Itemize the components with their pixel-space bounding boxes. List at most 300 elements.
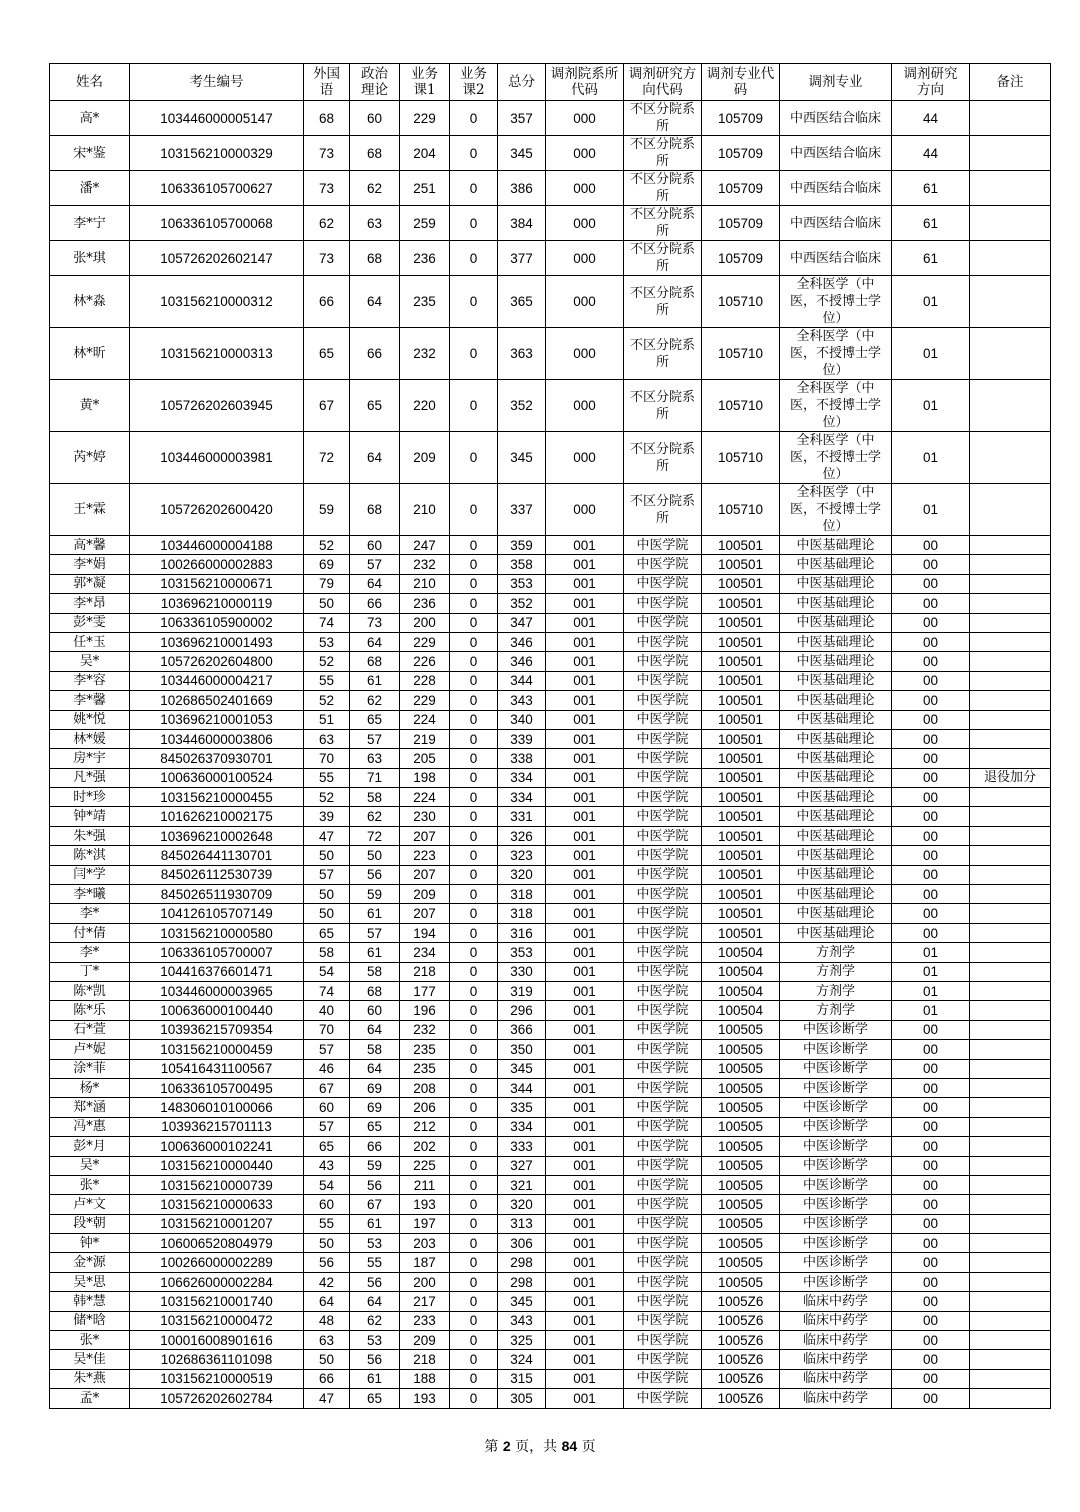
cell-politics: 65	[350, 1117, 400, 1136]
table-row	[50, 846, 1051, 865]
cell-name: 张*	[50, 1175, 130, 1194]
admissions-table	[49, 63, 1051, 1409]
cell-direction: 00	[892, 768, 970, 787]
cell-politics: 68	[350, 484, 400, 536]
cell-dept-code: 000	[546, 432, 624, 484]
cell-total: 339	[498, 729, 546, 748]
cell-politics: 62	[350, 171, 400, 206]
cell-politics: 63	[350, 749, 400, 768]
cell-course1: 225	[400, 1156, 450, 1175]
cell-politics: 67	[350, 1195, 400, 1214]
table-row	[50, 1098, 1051, 1117]
cell-politics: 55	[350, 1253, 400, 1272]
col-header-course1: 业务课1	[400, 64, 450, 101]
cell-direction: 00	[892, 807, 970, 826]
cell-exam-id: 103156210000312	[130, 276, 304, 328]
table-row	[50, 710, 1051, 729]
cell-exam-id: 104126105707149	[130, 904, 304, 923]
cell-foreign-language: 57	[304, 1040, 350, 1059]
table-row	[50, 923, 1051, 942]
cell-direction-code: 中医学院	[624, 865, 702, 884]
cell-direction: 00	[892, 632, 970, 651]
cell-politics: 60	[350, 101, 400, 136]
cell-direction: 00	[892, 1234, 970, 1253]
cell-direction-code: 中医学院	[624, 652, 702, 671]
cell-major: 中医诊断学	[780, 1272, 892, 1291]
cell-direction-code: 中医学院	[624, 943, 702, 962]
cell-direction: 01	[892, 962, 970, 981]
cell-major-code: 100504	[702, 943, 780, 962]
cell-major-code: 100501	[702, 729, 780, 748]
cell-course2: 0	[450, 1292, 498, 1311]
cell-total: 340	[498, 710, 546, 729]
cell-course1: 217	[400, 1292, 450, 1311]
cell-foreign-language: 65	[304, 328, 350, 380]
table-row	[50, 101, 1051, 136]
cell-exam-id: 103156210000580	[130, 923, 304, 942]
cell-course2: 0	[450, 1311, 498, 1330]
cell-total: 334	[498, 768, 546, 787]
cell-dept-code: 001	[546, 865, 624, 884]
cell-course2: 0	[450, 1020, 498, 1039]
table-row	[50, 380, 1051, 432]
cell-total: 346	[498, 652, 546, 671]
cell-name: 陈*乐	[50, 1001, 130, 1020]
cell-course1: 197	[400, 1214, 450, 1233]
cell-exam-id: 105726202602784	[130, 1389, 304, 1408]
cell-major: 中医诊断学	[780, 1078, 892, 1097]
cell-politics: 65	[350, 380, 400, 432]
cell-total: 318	[498, 904, 546, 923]
cell-name: 朱*燕	[50, 1369, 130, 1388]
cell-major: 中医基础理论	[780, 865, 892, 884]
cell-course2: 0	[450, 652, 498, 671]
cell-total: 334	[498, 1117, 546, 1136]
col-header-major-code: 调剂专业代码	[702, 64, 780, 101]
cell-course1: 208	[400, 1078, 450, 1097]
cell-direction: 44	[892, 136, 970, 171]
cell-course2: 0	[450, 962, 498, 981]
table-body	[50, 101, 1051, 1409]
cell-direction-code: 中医学院	[624, 962, 702, 981]
cell-dept-code: 001	[546, 1040, 624, 1059]
cell-major-code: 100505	[702, 1098, 780, 1117]
cell-foreign-language: 73	[304, 241, 350, 276]
cell-exam-id: 103936215709354	[130, 1020, 304, 1039]
cell-course1: 206	[400, 1098, 450, 1117]
cell-politics: 63	[350, 206, 400, 241]
cell-course1: 229	[400, 691, 450, 710]
cell-major: 临床中药学	[780, 1331, 892, 1350]
cell-foreign-language: 43	[304, 1156, 350, 1175]
cell-direction-code: 中医学院	[624, 807, 702, 826]
cell-major-code: 105710	[702, 380, 780, 432]
cell-dept-code: 001	[546, 1369, 624, 1388]
cell-major-code: 100501	[702, 555, 780, 574]
cell-exam-id: 845026112530739	[130, 865, 304, 884]
cell-foreign-language: 66	[304, 1369, 350, 1388]
cell-dept-code: 001	[546, 729, 624, 748]
cell-major: 中西医结合临床	[780, 171, 892, 206]
cell-major: 方剂学	[780, 962, 892, 981]
cell-major: 全科医学（中医，不授博士学位）	[780, 484, 892, 536]
cell-direction: 44	[892, 101, 970, 136]
cell-remarks	[970, 276, 1051, 328]
cell-name: 孟*	[50, 1389, 130, 1408]
cell-dept-code: 001	[546, 1001, 624, 1020]
col-header-course2: 业务课2	[450, 64, 498, 101]
cell-total: 345	[498, 1059, 546, 1078]
cell-direction: 00	[892, 1117, 970, 1136]
cell-direction-code: 中医学院	[624, 613, 702, 632]
cell-major-code: 100505	[702, 1234, 780, 1253]
cell-politics: 66	[350, 594, 400, 613]
cell-politics: 56	[350, 1272, 400, 1291]
cell-total: 319	[498, 981, 546, 1000]
cell-name: 高*馨	[50, 536, 130, 555]
cell-major-code: 100505	[702, 1272, 780, 1291]
cell-major-code: 100504	[702, 981, 780, 1000]
cell-dept-code: 000	[546, 206, 624, 241]
cell-name: 钟*	[50, 1234, 130, 1253]
cell-foreign-language: 68	[304, 101, 350, 136]
cell-course2: 0	[450, 1331, 498, 1350]
cell-direction: 00	[892, 904, 970, 923]
cell-direction: 00	[892, 1214, 970, 1233]
cell-course2: 0	[450, 943, 498, 962]
cell-dept-code: 001	[546, 885, 624, 904]
cell-direction: 00	[892, 574, 970, 593]
cell-politics: 64	[350, 1020, 400, 1039]
cell-politics: 64	[350, 632, 400, 651]
cell-politics: 58	[350, 962, 400, 981]
cell-remarks	[970, 1156, 1051, 1175]
table-row	[50, 536, 1051, 555]
cell-major-code: 1005Z6	[702, 1331, 780, 1350]
cell-exam-id: 845026441130701	[130, 846, 304, 865]
cell-name: 卢*妮	[50, 1040, 130, 1059]
cell-dept-code: 001	[546, 1214, 624, 1233]
cell-course1: 229	[400, 101, 450, 136]
cell-exam-id: 103156210000671	[130, 574, 304, 593]
cell-course2: 0	[450, 826, 498, 845]
cell-course2: 0	[450, 1175, 498, 1194]
cell-major: 中医基础理论	[780, 555, 892, 574]
cell-dept-code: 001	[546, 671, 624, 690]
cell-name: 林*淼	[50, 276, 130, 328]
cell-remarks	[970, 241, 1051, 276]
cell-dept-code: 001	[546, 1195, 624, 1214]
cell-dept-code: 001	[546, 1292, 624, 1311]
cell-name: 李*宁	[50, 206, 130, 241]
cell-major: 中医诊断学	[780, 1253, 892, 1272]
cell-exam-id: 103156210000472	[130, 1311, 304, 1330]
cell-major: 方剂学	[780, 943, 892, 962]
table-row	[50, 136, 1051, 171]
cell-direction-code: 中医学院	[624, 846, 702, 865]
cell-total: 321	[498, 1175, 546, 1194]
cell-total: 296	[498, 1001, 546, 1020]
cell-politics: 66	[350, 328, 400, 380]
cell-course2: 0	[450, 1156, 498, 1175]
cell-total: 345	[498, 432, 546, 484]
cell-direction: 00	[892, 1292, 970, 1311]
cell-course1: 211	[400, 1175, 450, 1194]
table-row	[50, 1253, 1051, 1272]
cell-major: 中医诊断学	[780, 1059, 892, 1078]
cell-politics: 64	[350, 432, 400, 484]
cell-politics: 62	[350, 807, 400, 826]
cell-remarks	[970, 1234, 1051, 1253]
cell-total: 326	[498, 826, 546, 845]
cell-course2: 0	[450, 691, 498, 710]
cell-remarks	[970, 555, 1051, 574]
cell-course2: 0	[450, 729, 498, 748]
cell-direction-code: 中医学院	[624, 710, 702, 729]
cell-direction-code: 中医学院	[624, 1195, 702, 1214]
cell-politics: 61	[350, 943, 400, 962]
cell-name: 郭*凝	[50, 574, 130, 593]
table-row	[50, 328, 1051, 380]
cell-politics: 72	[350, 826, 400, 845]
cell-major-code: 100501	[702, 652, 780, 671]
cell-direction-code: 中医学院	[624, 1078, 702, 1097]
cell-politics: 62	[350, 691, 400, 710]
cell-exam-id: 105416431100567	[130, 1059, 304, 1078]
cell-politics: 71	[350, 768, 400, 787]
cell-direction-code: 中医学院	[624, 1292, 702, 1311]
cell-major: 中医基础理论	[780, 536, 892, 555]
cell-major-code: 105709	[702, 206, 780, 241]
cell-direction: 00	[892, 691, 970, 710]
table-row	[50, 729, 1051, 748]
cell-exam-id: 102686361101098	[130, 1350, 304, 1369]
cell-course2: 0	[450, 807, 498, 826]
cell-course2: 0	[450, 484, 498, 536]
cell-major: 中医诊断学	[780, 1137, 892, 1156]
cell-foreign-language: 50	[304, 594, 350, 613]
cell-major-code: 1005Z6	[702, 1389, 780, 1408]
cell-direction-code: 中医学院	[624, 594, 702, 613]
table-row	[50, 962, 1051, 981]
cell-direction-code: 中医学院	[624, 1001, 702, 1020]
cell-major-code: 105710	[702, 276, 780, 328]
col-header-politics: 政治理论	[350, 64, 400, 101]
table-row	[50, 768, 1051, 787]
cell-dept-code: 001	[546, 788, 624, 807]
cell-total: 330	[498, 962, 546, 981]
cell-exam-id: 103446000003965	[130, 981, 304, 1000]
cell-remarks	[970, 1253, 1051, 1272]
cell-major-code: 105710	[702, 432, 780, 484]
cell-exam-id: 103936215701113	[130, 1117, 304, 1136]
cell-total: 323	[498, 846, 546, 865]
cell-direction-code: 中医学院	[624, 729, 702, 748]
cell-name: 李*容	[50, 671, 130, 690]
cell-foreign-language: 60	[304, 1098, 350, 1117]
cell-direction: 00	[892, 1020, 970, 1039]
cell-course1: 196	[400, 1001, 450, 1020]
cell-major-code: 105710	[702, 328, 780, 380]
cell-exam-id: 103696210000119	[130, 594, 304, 613]
cell-major: 全科医学（中医，不授博士学位）	[780, 328, 892, 380]
cell-total: 298	[498, 1253, 546, 1272]
cell-dept-code: 001	[546, 1350, 624, 1369]
cell-foreign-language: 55	[304, 768, 350, 787]
cell-dept-code: 001	[546, 981, 624, 1000]
table-row	[50, 574, 1051, 593]
cell-course2: 0	[450, 632, 498, 651]
cell-foreign-language: 72	[304, 432, 350, 484]
cell-politics: 64	[350, 1059, 400, 1078]
cell-politics: 60	[350, 536, 400, 555]
cell-direction: 01	[892, 981, 970, 1000]
cell-remarks	[970, 729, 1051, 748]
cell-direction: 00	[892, 1389, 970, 1408]
cell-course1: 259	[400, 206, 450, 241]
cell-major: 中医诊断学	[780, 1117, 892, 1136]
cell-politics: 73	[350, 613, 400, 632]
cell-politics: 69	[350, 1078, 400, 1097]
cell-remarks	[970, 710, 1051, 729]
cell-exam-id: 103156210000459	[130, 1040, 304, 1059]
cell-major-code: 100501	[702, 865, 780, 884]
cell-dept-code: 001	[546, 1059, 624, 1078]
cell-course2: 0	[450, 885, 498, 904]
cell-exam-id: 105726202603945	[130, 380, 304, 432]
cell-major-code: 100505	[702, 1253, 780, 1272]
cell-course2: 0	[450, 1098, 498, 1117]
cell-exam-id: 103156210000313	[130, 328, 304, 380]
cell-major: 中医诊断学	[780, 1234, 892, 1253]
table-row	[50, 826, 1051, 845]
cell-direction-code: 中医学院	[624, 1331, 702, 1350]
cell-foreign-language: 67	[304, 380, 350, 432]
cell-course1: 224	[400, 788, 450, 807]
cell-major-code: 100501	[702, 768, 780, 787]
cell-remarks	[970, 1369, 1051, 1388]
cell-major: 临床中药学	[780, 1311, 892, 1330]
cell-politics: 57	[350, 729, 400, 748]
cell-direction-code: 中医学院	[624, 1389, 702, 1408]
cell-course1: 226	[400, 652, 450, 671]
cell-total: 316	[498, 923, 546, 942]
cell-total: 350	[498, 1040, 546, 1059]
cell-course1: 223	[400, 846, 450, 865]
cell-course2: 0	[450, 1214, 498, 1233]
cell-course1: 232	[400, 1020, 450, 1039]
cell-major: 中医基础理论	[780, 768, 892, 787]
cell-foreign-language: 53	[304, 632, 350, 651]
cell-direction: 01	[892, 276, 970, 328]
cell-total: 344	[498, 671, 546, 690]
cell-name: 宋*鉴	[50, 136, 130, 171]
cell-major: 中西医结合临床	[780, 241, 892, 276]
cell-exam-id: 106006520804979	[130, 1234, 304, 1253]
table-row	[50, 1059, 1051, 1078]
cell-major: 中医诊断学	[780, 1020, 892, 1039]
cell-course2: 0	[450, 1350, 498, 1369]
cell-total: 353	[498, 943, 546, 962]
cell-direction-code: 不区分院系所	[624, 328, 702, 380]
cell-direction: 01	[892, 432, 970, 484]
cell-direction-code: 中医学院	[624, 923, 702, 942]
cell-dept-code: 001	[546, 1389, 624, 1408]
cell-total: 386	[498, 171, 546, 206]
cell-name: 潘*	[50, 171, 130, 206]
cell-politics: 62	[350, 1311, 400, 1330]
table-row	[50, 1292, 1051, 1311]
cell-major-code: 100501	[702, 885, 780, 904]
cell-major: 中医基础理论	[780, 904, 892, 923]
cell-exam-id: 103696210002648	[130, 826, 304, 845]
cell-foreign-language: 55	[304, 671, 350, 690]
table-row	[50, 1078, 1051, 1097]
table-row	[50, 904, 1051, 923]
cell-course1: 207	[400, 904, 450, 923]
cell-remarks	[970, 632, 1051, 651]
cell-course2: 0	[450, 788, 498, 807]
cell-course2: 0	[450, 574, 498, 593]
cell-direction-code: 中医学院	[624, 1369, 702, 1388]
cell-course2: 0	[450, 1195, 498, 1214]
cell-remarks	[970, 101, 1051, 136]
cell-major-code: 100501	[702, 749, 780, 768]
footer-total-pages: 84	[561, 1438, 578, 1454]
cell-remarks	[970, 807, 1051, 826]
cell-major: 中医诊断学	[780, 1156, 892, 1175]
cell-course1: 198	[400, 768, 450, 787]
cell-remarks	[970, 981, 1051, 1000]
cell-course2: 0	[450, 171, 498, 206]
cell-major-code: 100501	[702, 826, 780, 845]
cell-foreign-language: 63	[304, 1331, 350, 1350]
cell-remarks	[970, 1175, 1051, 1194]
cell-course2: 0	[450, 1389, 498, 1408]
table-row	[50, 1137, 1051, 1156]
cell-remarks	[970, 574, 1051, 593]
cell-total: 366	[498, 1020, 546, 1039]
cell-total: 347	[498, 613, 546, 632]
cell-direction-code: 中医学院	[624, 691, 702, 710]
cell-name: 金*源	[50, 1253, 130, 1272]
cell-major-code: 100501	[702, 904, 780, 923]
cell-major-code: 1005Z6	[702, 1369, 780, 1388]
cell-dept-code: 000	[546, 101, 624, 136]
cell-dept-code: 001	[546, 923, 624, 942]
cell-foreign-language: 67	[304, 1078, 350, 1097]
cell-major-code: 100501	[702, 923, 780, 942]
cell-total: 338	[498, 749, 546, 768]
cell-direction: 00	[892, 1331, 970, 1350]
table-row	[50, 1156, 1051, 1175]
cell-politics: 56	[350, 1350, 400, 1369]
cell-major-code: 100504	[702, 962, 780, 981]
cell-major: 中医基础理论	[780, 826, 892, 845]
cell-exam-id: 103156210000455	[130, 788, 304, 807]
cell-dept-code: 001	[546, 904, 624, 923]
cell-exam-id: 106626000002284	[130, 1272, 304, 1291]
footer-prefix: 第	[484, 1439, 499, 1455]
cell-total: 384	[498, 206, 546, 241]
cell-exam-id: 105726202604800	[130, 652, 304, 671]
cell-name: 房*宇	[50, 749, 130, 768]
cell-foreign-language: 70	[304, 749, 350, 768]
cell-name: 卢*文	[50, 1195, 130, 1214]
cell-direction-code: 中医学院	[624, 749, 702, 768]
cell-dept-code: 001	[546, 1272, 624, 1291]
cell-course1: 233	[400, 1311, 450, 1330]
